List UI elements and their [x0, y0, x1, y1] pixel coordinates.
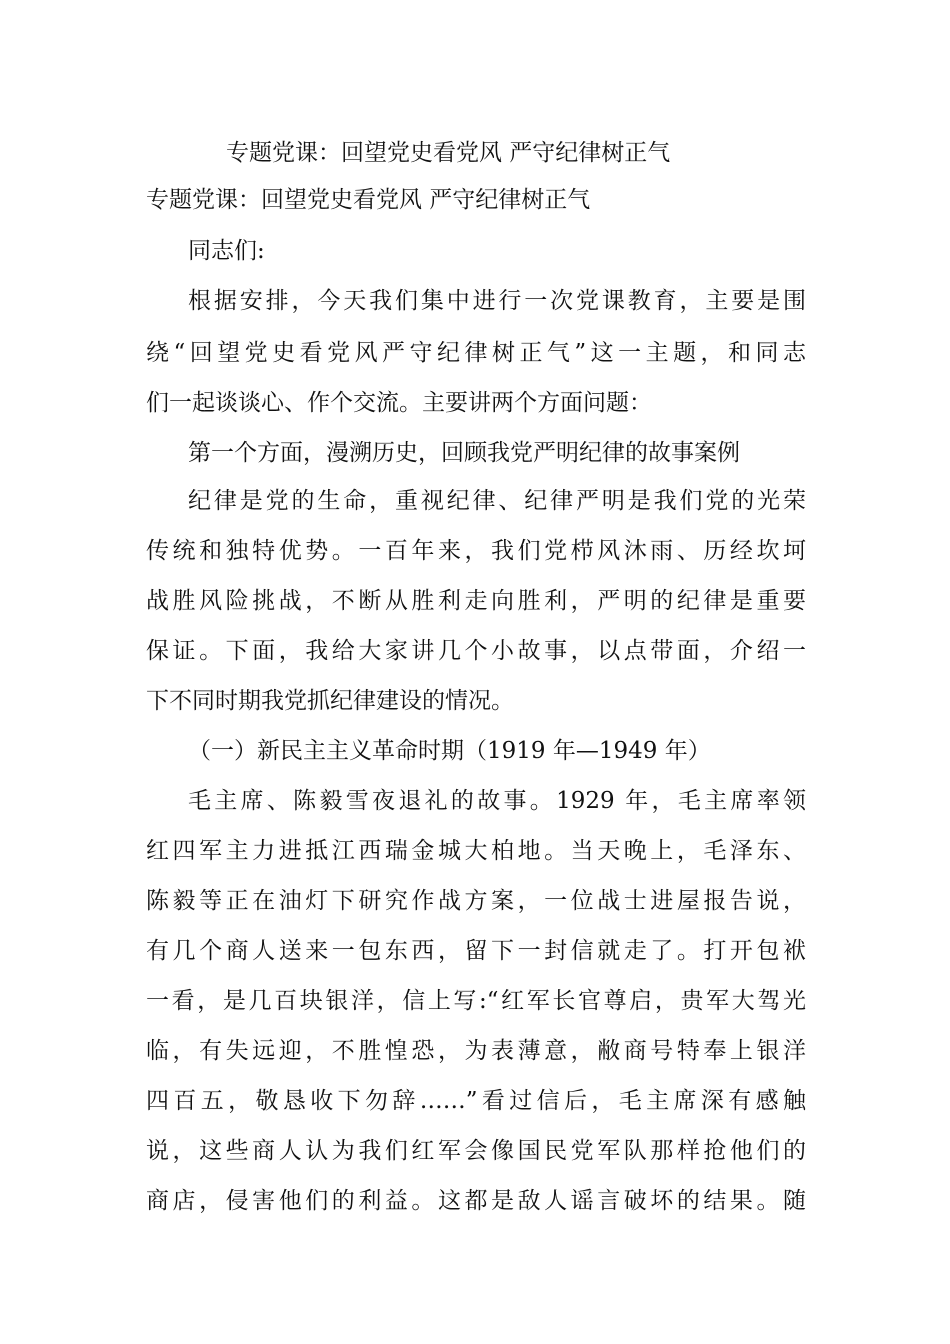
- paragraph-line: 传统和独特优势。一百年来，我们党栉风沐雨、历经坎坷: [146, 538, 806, 564]
- paragraph-line: 下不同时期我党抓纪律建设的情况。: [146, 688, 514, 714]
- paragraph-line: 四百五，敬恳收下勿辞……”看过信后，毛主席深有感触: [146, 1088, 806, 1114]
- section-heading: 第一个方面，漫溯历史，回顾我党严明纪律的故事案例: [188, 440, 740, 466]
- paragraph-line: 有几个商人送来一包东西，留下一封信就走了。打开包袱: [146, 938, 806, 964]
- paragraph-line: 战胜风险挑战，不断从胜利走向胜利，严明的纪律是重要: [146, 588, 806, 614]
- paragraph-line: 保证。下面，我给大家讲几个小故事，以点带面，介绍一: [146, 638, 806, 664]
- paragraph-line: 毛主席、陈毅雪夜退礼的故事。1929 年，毛主席率领: [188, 788, 806, 814]
- paragraph-line: 临，有失远迎，不胜惶恐，为表薄意，敝商号特奉上银洋: [146, 1038, 806, 1064]
- paragraph-line: 们一起谈谈心、作个交流。主要讲两个方面问题：: [146, 390, 652, 416]
- paragraph-line: 红四军主力进抵江西瑞金城大柏地。当天晚上，毛泽东、: [146, 838, 806, 864]
- salutation: 同志们:: [188, 238, 265, 264]
- document-title: 专题党课：回望党史看党风 严守纪律树正气: [226, 140, 671, 166]
- paragraph-line: 一看，是几百块银洋，信上写:“红军长官尊启，贵军大驾光: [146, 988, 806, 1014]
- document-subtitle: 专题党课：回望党史看党风 严守纪律树正气: [146, 187, 591, 213]
- period-heading: （一）新民主主义革命时期（1919 年—1949 年）: [188, 738, 711, 764]
- paragraph-line: 绕“回望党史看党风严守纪律树正气”这一主题，和同志: [146, 340, 806, 366]
- paragraph-line: 根据安排，今天我们集中进行一次党课教育，主要是围: [188, 288, 806, 314]
- paragraph-line: 纪律是党的生命，重视纪律、纪律严明是我们党的光荣: [188, 488, 806, 514]
- paragraph-line: 说，这些商人认为我们红军会像国民党军队那样抢他们的: [146, 1138, 806, 1164]
- paragraph-line: 陈毅等正在油灯下研究作战方案，一位战士进屋报告说，: [146, 888, 806, 914]
- paragraph-line: 商店，侵害他们的利益。这都是敌人谣言破坏的结果。随: [146, 1188, 806, 1214]
